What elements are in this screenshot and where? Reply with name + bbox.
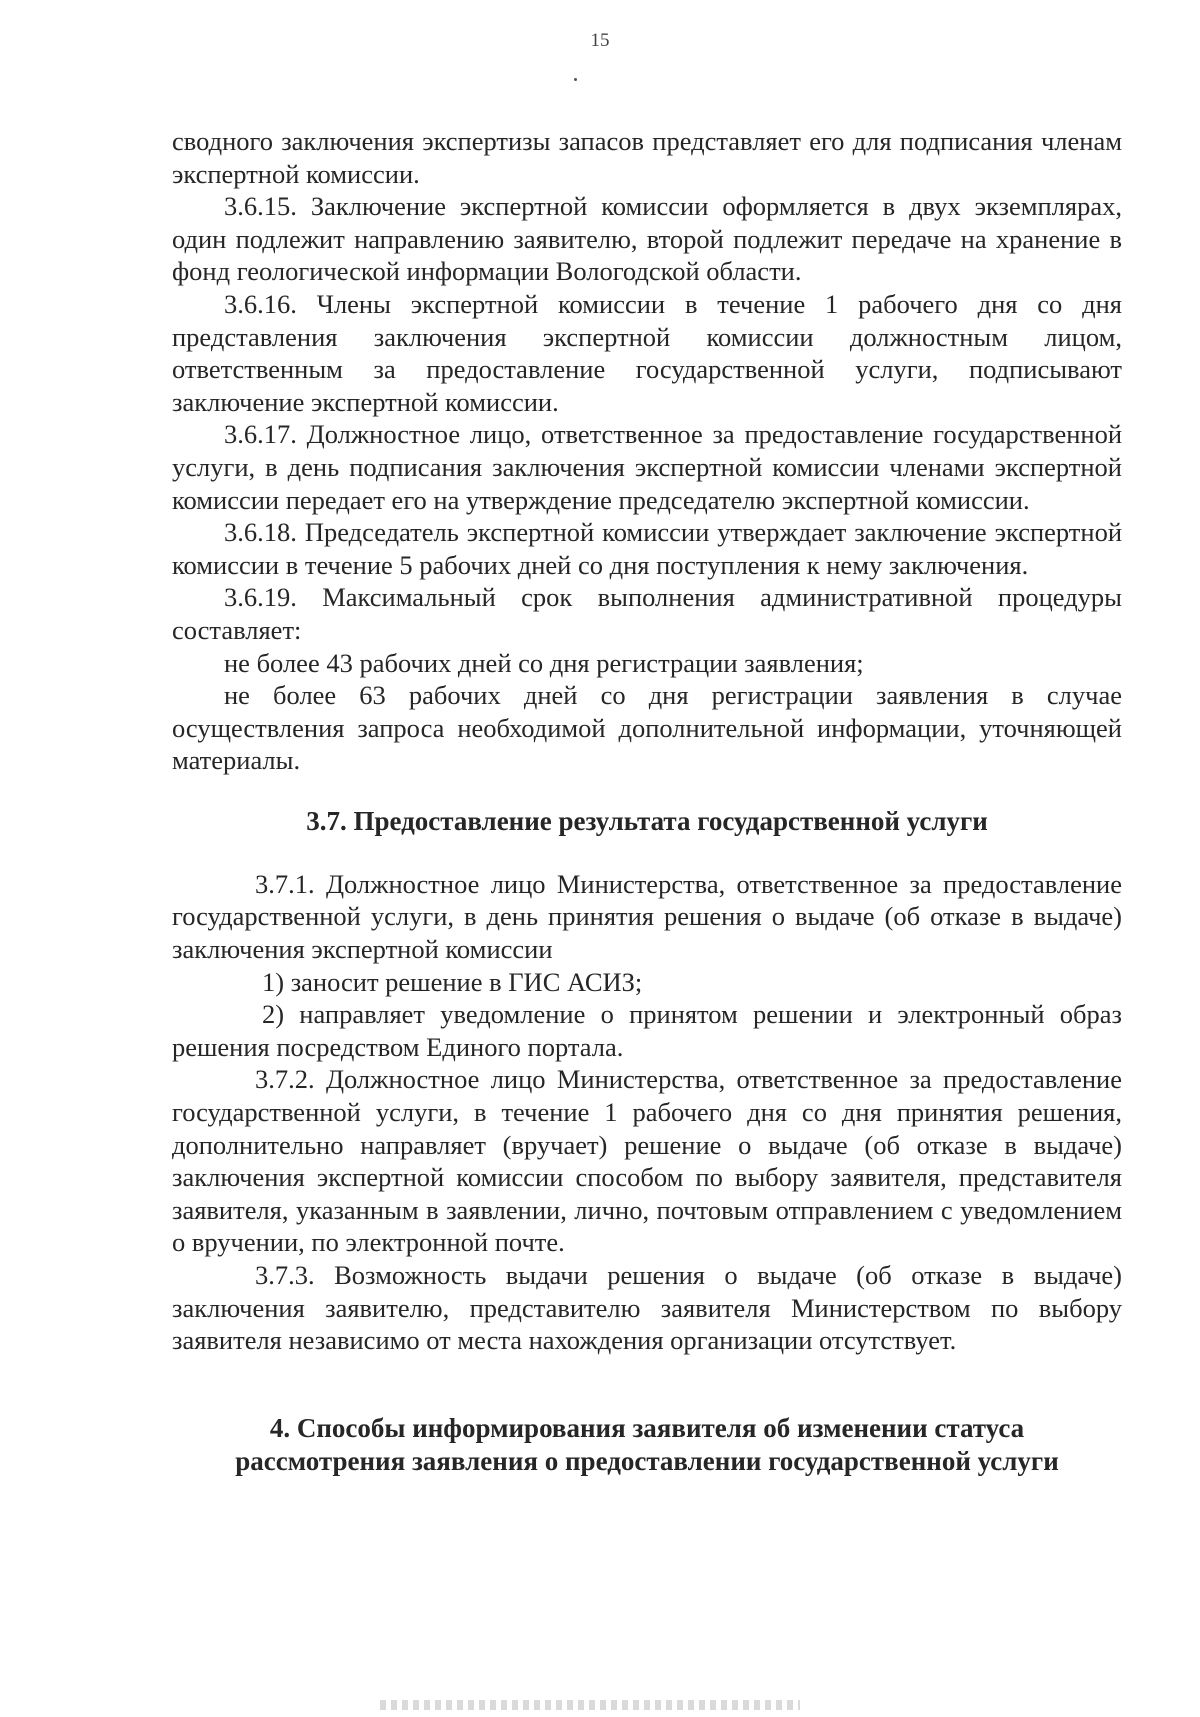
- list-item-1: 1) заносит решение в ГИС АСИЗ;: [262, 966, 643, 997]
- page-number: 15: [590, 30, 610, 51]
- scan-artifact: [380, 1700, 800, 1710]
- paragraph-3-7-3: 3.7.3. Возможность выдачи решения о выдаче (об отказе в выдаче) заключения заявителю, представителю заявителя Министерством по выбору заявителя независимо от места нахождения организации отсутствует.: [172, 1260, 1122, 1356]
- section-heading-3-7: 3.7. Предоставление результата государственной услуги: [306, 805, 988, 836]
- paragraph-3-6-19: 3.6.19. Максимальный срок выполнения административной процедуры составляет:: [172, 582, 1122, 645]
- section-heading-4: [172, 1412, 1122, 1478]
- paragraph-continuation: сводного заключения экспертизы запасов представляет его для подписания членам экспертной комиссии.: [172, 126, 1122, 189]
- paragraph-3-6-18: 3.6.18. Председатель экспертной комиссии утверждает заключение экспертной комиссии в течение 5 рабочих дней со дня поступления к нему заключения.: [172, 517, 1122, 580]
- list-item-2: 2) направляет уведомление о принятом решении и электронный образ решения посредством Единого портала.: [172, 999, 1122, 1062]
- paragraph-3-6-17: 3.6.17. Должностное лицо, ответственное за предоставление государственной услуги, в день подписания заключения экспертной комиссии членами экспертной комиссии передает его на утверждение председателю экспертной комиссии.: [172, 419, 1122, 515]
- scan-speck: [574, 78, 577, 81]
- document-body: [172, 125, 1122, 1478]
- paragraph-3-7-2: 3.7.2. Должностное лицо Министерства, ответственное за предоставление государственной услуги, в течение 1 рабочего дня со дня принятия решения, дополнительно направляет (вручает) решение о выдаче (об отказе в выдаче) заключения экспертной комиссии способом по выбору заявителя, представителя заявителя, указанным в заявлении, лично, почтовым отправлением с уведомлением о вручении, по электронной почте.: [172, 1064, 1122, 1258]
- paragraph-term-63: не более 63 рабочих дней со дня регистрации заявления в случае осуществления запроса необходимой дополнительной информации, уточняющей материалы.: [172, 680, 1122, 776]
- paragraph-3-6-15: 3.6.15. Заключение экспертной комиссии оформляется в двух экземплярах, один подлежит направлению заявителю, второй подлежит передаче на хранение в фонд геологической информации Вологодской области.: [172, 191, 1122, 287]
- paragraph-3-7-1: 3.7.1. Должностное лицо Министерства, ответственное за предоставление государственной услуги, в день принятия решения о выдаче (об отказе в выдаче) заключения экспертной комиссии: [172, 868, 1122, 965]
- section-heading-4-line1: 4. Способы информирования заявителя об изменении статуса: [269, 1412, 1025, 1443]
- paragraph-term-43: не более 43 рабочих дней со дня регистрации заявления;: [224, 647, 864, 678]
- section-heading-4-line2: рассмотрения заявления о предоставлении государственной услуги: [235, 1445, 1059, 1476]
- paragraph-3-6-16: 3.6.16. Члены экспертной комиссии в течение 1 рабочего дня со дня представления заключения экспертной комиссии должностным лицом, ответственным за предоставление государственной услуги, подписывают заключение экспертной комиссии.: [172, 288, 1122, 417]
